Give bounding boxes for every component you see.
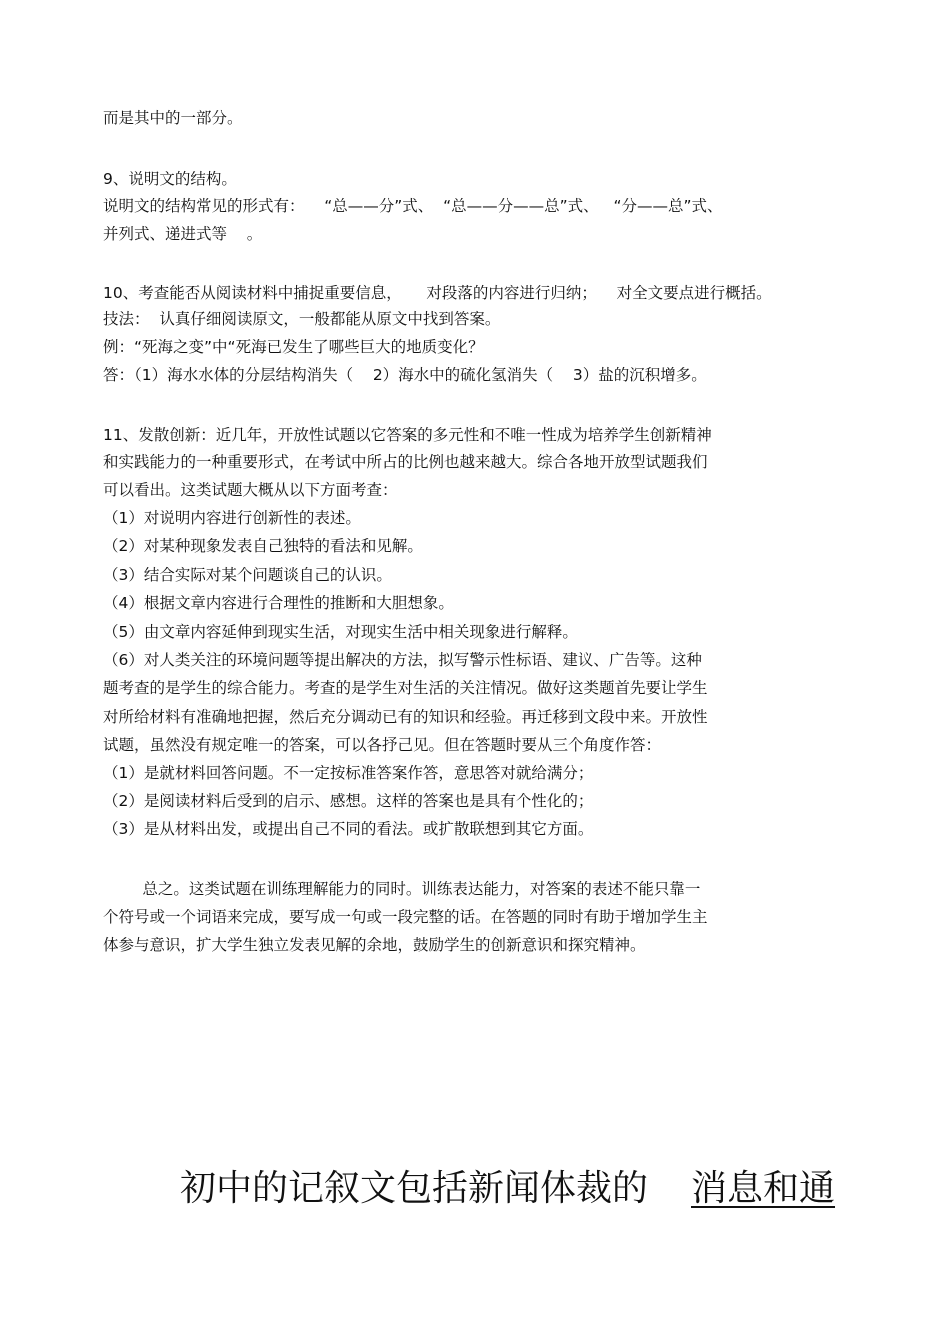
text-line: 例：“死海之变”中“死海已发生了哪些巨大的地质变化？ [103, 338, 484, 356]
list-item: （3）是从材料出发，或提出自己不同的看法。或扩散联想到其它方面。 [103, 820, 594, 838]
text-line: 和实践能力的一种重要形式，在考试中所占的比例也越来越大。综合各地开放型试题我们 [103, 453, 708, 471]
text-line: 总之。这类试题在训练理解能力的同时。训练表达能力，对答案的表述不能只靠一 [103, 880, 701, 898]
text-line: 并列式、递进式等 。 [103, 225, 263, 243]
list-item: （2）对某种现象发表自己独特的看法和见解。 [103, 537, 423, 555]
section-heading: 11、发散创新：近几年，开放性试题以它答案的多元性和不唯一性成为培养学生创新精神 [103, 426, 712, 444]
section-heading: 9、说明文的结构。 [103, 170, 237, 188]
text-line: 对所给材料有准确地把握，然后充分调动已有的知识和经验。再迁移到文段中来。开放性 [103, 708, 708, 726]
section-heading: 10、考查能否从阅读材料中捕捉重要信息， 对段落的内容进行归纳； 对全文要点进行概括。 [103, 284, 772, 302]
text-line: 试题，虽然没有规定唯一的答案，可以各抒己见。但在答题时要从三个角度作答： [103, 736, 662, 754]
text-line: 题考查的是学生的综合能力。考查的是学生对生活的关注情况。做好这类题首先要让学生 [103, 679, 708, 697]
list-item: （2）是阅读材料后受到的启示、感想。这样的答案也是具有个性化的； [103, 792, 594, 810]
list-item: （5）由文章内容延伸到现实生活，对现实生活中相关现象进行解释。 [103, 623, 578, 641]
list-item: （6）对人类关注的环境问题等提出解决的方法，拟写警示性标语、建议、广告等。这种 [103, 651, 702, 669]
list-item: （1）是就材料回答问题。不一定按标准答案作答，意思答对就给满分； [103, 764, 594, 782]
text-line: 可以看出。这类试题大概从以下方面考查： [103, 481, 398, 499]
text-line: 而是其中的一部分。 [103, 109, 243, 127]
large-heading-underlined: 消息和通 [691, 1168, 836, 1209]
text-line: 体参与意识，扩大学生独立发表见解的余地，鼓励学生的创新意识和探究精神。 [103, 936, 646, 954]
list-item: （1）对说明内容进行创新性的表述。 [103, 509, 361, 527]
text-line: 答：（1）海水水体的分层结构消失（ 2）海水中的硫化氢消失（ 3）盐的沉积增多。 [103, 366, 707, 384]
text-line: 技法： 认真仔细阅读原文，一般都能从原文中找到答案。 [103, 310, 501, 328]
list-item: （3）结合实际对某个问题谈自己的认识。 [103, 566, 392, 584]
large-heading: 初中的记叙文包括新闻体裁的 [180, 1168, 649, 1209]
text-line: 个符号或一个词语来完成，要写成一句或一段完整的话。在答题的同时有助于增加学生主 [103, 908, 708, 926]
list-item: （4）根据文章内容进行合理性的推断和大胆想象。 [103, 594, 454, 612]
text-line: 说明文的结构常见的形式有： “总——分”式、 “总——分——总”式、 “分——总”式、 [103, 197, 723, 215]
